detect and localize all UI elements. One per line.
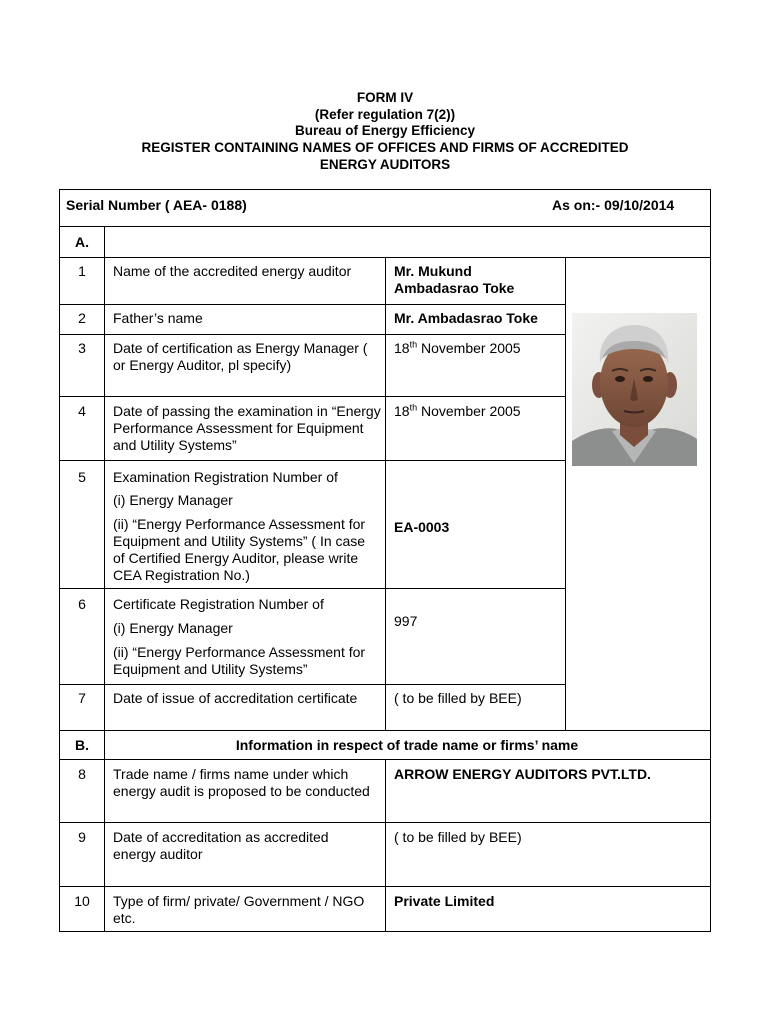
auditor-name-label: Name of the accredited energy auditor <box>113 263 352 279</box>
row-number: 6 <box>78 596 86 612</box>
row-number: 1 <box>78 263 86 279</box>
row-number: 4 <box>78 403 86 419</box>
row-number: 3 <box>78 340 86 356</box>
row-number: 9 <box>78 829 86 845</box>
trade-name-label: Trade name / firms name under which energy audit is proposed to be conducted <box>113 766 370 799</box>
section-b-label: B. <box>75 737 89 753</box>
certificate-registration-sub1: (i) Energy Manager <box>113 620 233 636</box>
section-a-label: A. <box>75 234 89 250</box>
father-name-value: Mr. Ambadasrao Toke <box>394 310 538 326</box>
firm-type-label: Type of firm/ private/ Government / NGO etc. <box>113 893 365 926</box>
form-title: FORM IV <box>356 90 414 105</box>
certification-date-label: Date of certification as Energy Manager ( or Energy Auditor, pl specify) <box>113 340 368 373</box>
certification-date-value: 18th November 2005 <box>394 339 521 356</box>
as-on-date: As on:- 09/10/2014 <box>552 197 675 213</box>
row-number: 8 <box>78 766 86 782</box>
trade-name-value: ARROW ENERGY AUDITORS PVT.LTD. <box>394 766 651 782</box>
accreditation-date-label: Date of accreditation as accredited energy auditor <box>113 829 329 862</box>
row-number: 10 <box>74 893 90 909</box>
form-regulation: (Refer regulation 7(2)) <box>314 107 456 122</box>
form-register-title-cont: ENERGY AUDITORS <box>319 157 451 172</box>
row-number: 5 <box>78 469 86 485</box>
auditor-photo <box>572 313 697 466</box>
section-b-title: Information in respect of trade name or firms’ name <box>235 737 579 753</box>
accreditation-date-value: ( to be filled by BEE) <box>394 829 522 845</box>
exam-date-label: Date of passing the examination in “Energy Performance Assessment for Equipment and Utility Systems” <box>113 403 381 453</box>
certificate-registration-sub2: (ii) “Energy Performance Assessment for Equipment and Utility Systems” <box>113 644 366 677</box>
exam-registration-sub1: (i) Energy Manager <box>113 492 233 508</box>
firm-type-value: Private Limited <box>394 893 495 909</box>
exam-registration-sub2: (ii) “Energy Performance Assessment for Equipment and Utility Systems” ( In case of Certified Energy Auditor, please write CEA Registration No.) <box>113 516 366 583</box>
serial-number: Serial Number ( AEA- 0188) <box>66 197 247 213</box>
certificate-registration-label: Certificate Registration Number of <box>113 596 324 612</box>
exam-registration-label: Examination Registration Number of <box>113 469 338 485</box>
accreditation-issue-label: Date of issue of accreditation certificate <box>113 690 358 706</box>
exam-registration-value: EA-0003 <box>394 519 450 535</box>
certificate-registration-value: 997 <box>394 613 418 629</box>
row-number: 2 <box>78 310 86 326</box>
row-number: 7 <box>78 690 86 706</box>
exam-date-value: 18th November 2005 <box>394 402 521 419</box>
accreditation-issue-value: ( to be filled by BEE) <box>394 690 522 706</box>
father-name-label: Father’s name <box>113 310 203 326</box>
auditor-name-value: Mr. Mukund Ambadasrao Toke <box>394 263 515 296</box>
form-register-title: REGISTER CONTAINING NAMES OF OFFICES AND FIRMS OF ACCREDITED <box>141 140 629 155</box>
form-bureau: Bureau of Energy Efficiency <box>294 123 476 138</box>
